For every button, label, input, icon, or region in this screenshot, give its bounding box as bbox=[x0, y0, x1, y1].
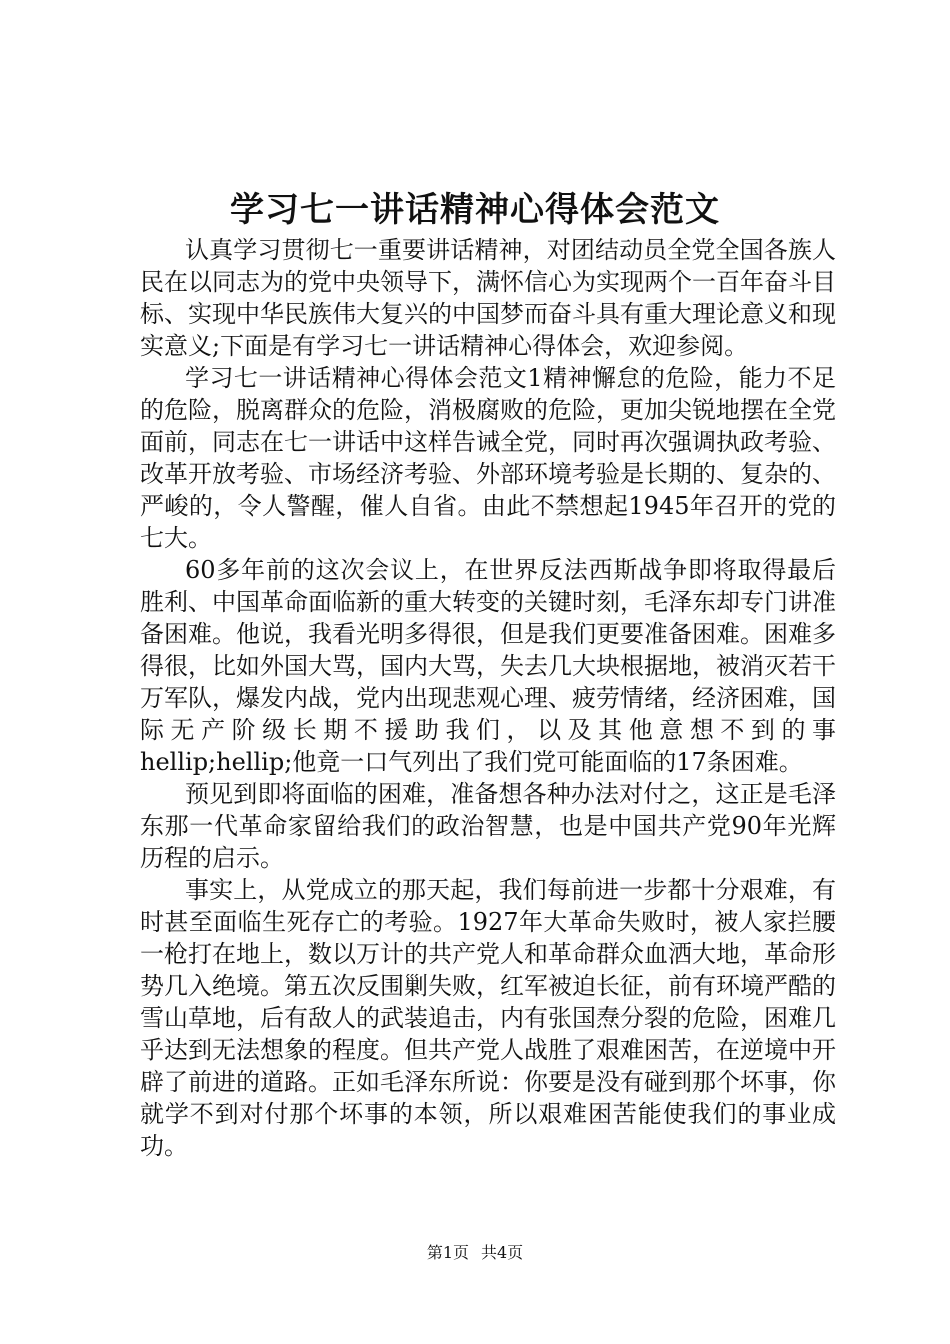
document-title: 学习七一讲话精神心得体会范文 bbox=[230, 190, 720, 230]
paragraph-intro: 认真学习贯彻七一重要讲话精神，对团结动员全党全国各族人民在以同志为的党中央领导下，满怀信心为实现两个一百年奋斗目标、实现中华民族伟大复兴的中国梦而奋斗具有重大理论意义和现实意义;下面是有学习七一讲话精神心得体会，欢迎参阅。 bbox=[140, 236, 836, 360]
paragraph-seventh-congress: 60多年前的这次会议上，在世界反法西斯战争即将取得最后胜利、中国革命面临新的重大转变的关键时刻，毛泽东却专门讲准备困难。他说，我看光明多得很，但是我们更要准备困难。困难多得很，比如外国大骂，国内大骂，失去几大块根据地，被消灭若干万军队，爆发内战，党内出现悲观心理、疲劳情绪，经济困难，国际无产阶级长期不援助我们，以及其他意想不到的事hellip;hellip;他竟一口气列出了我们党可能面临的17条困难。 bbox=[140, 556, 836, 776]
paragraph-historical-hardship: 事实上，从党成立的那天起，我们每前进一步都十分艰难，有时甚至面临生死存亡的考验。1927年大革命失败时，被人家拦腰一枪打在地上，数以万计的共产党人和革命群众血洒大地，革命形势几入绝境。第五次反围剿失败，红军被迫长征，前有环境严酷的雪山草地，后有敌人的武装追击，内有张国焘分裂的危险，困难几乎达到无法想象的程度。但共产党人战胜了艰难困苦，在逆境中开辟了前进的道路。正如毛泽东所说：你要是没有碰到那个坏事，你就学不到对付那个坏事的本领，所以艰难困苦能使我们的事业成功。 bbox=[140, 876, 836, 1160]
paragraph-political-wisdom: 预见到即将面临的困难，准备想各种办法对付之，这正是毛泽东那一代革命家留给我们的政治智慧，也是中国共产党90年光辉历程的启示。 bbox=[140, 780, 836, 872]
page-count: 共4页 bbox=[481, 1243, 524, 1262]
page-footer bbox=[0, 1242, 950, 1264]
document-body bbox=[140, 234, 836, 1162]
paragraph-essay-1: 学习七一讲话精神心得体会范文1精神懈怠的危险，能力不足的危险，脱离群众的危险，消极腐败的危险，更加尖锐地摆在全党面前，同志在七一讲话中这样告诫全党，同时再次强调执政考验、改革开放考验、市场经济考验、外部环境考验是长期的、复杂的、严峻的，令人警醒，催人自省。由此不禁想起1945年召开的党的七大。 bbox=[140, 364, 836, 552]
page-number: 第1页 bbox=[426, 1243, 469, 1262]
